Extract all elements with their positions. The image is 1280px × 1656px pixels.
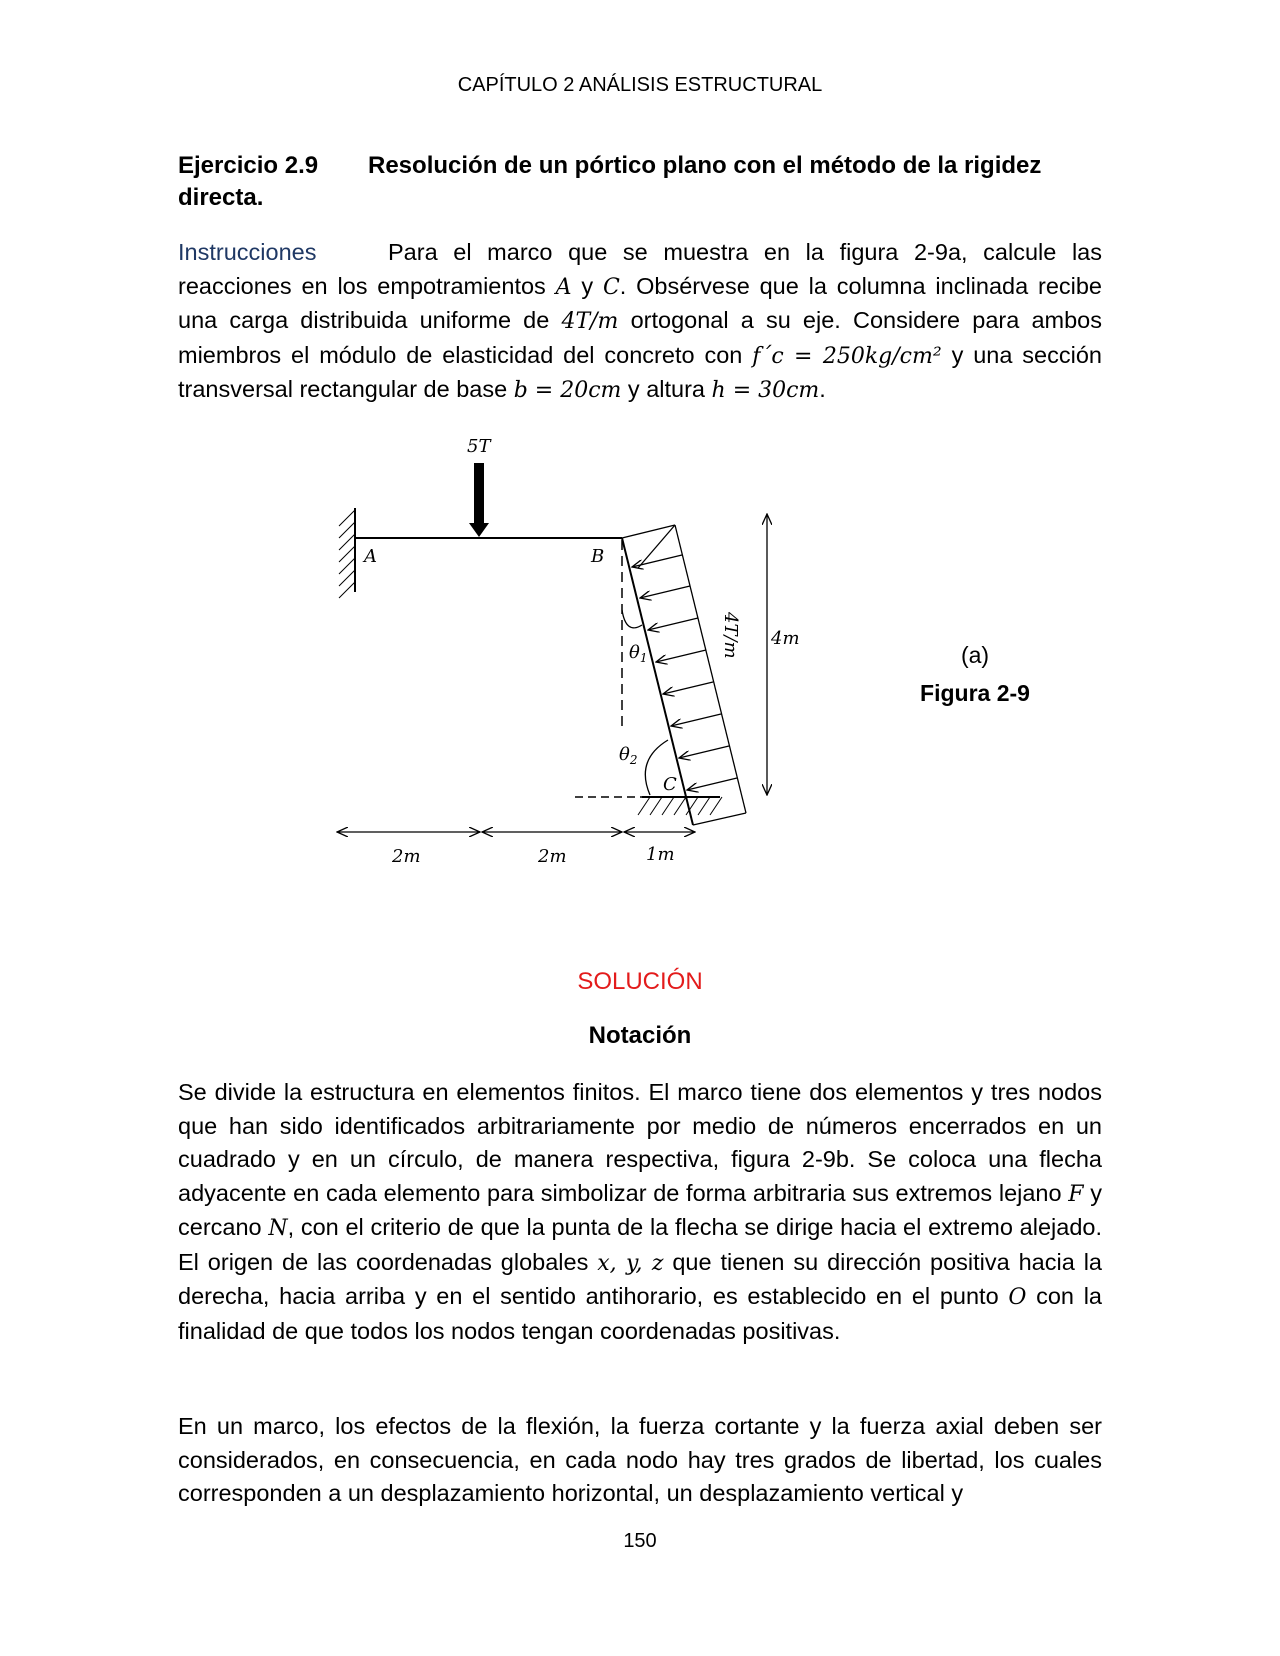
page-number: 150: [623, 1530, 657, 1552]
dimension-label-2: 2m: [538, 846, 567, 867]
dimension-label-3: 1m: [646, 844, 675, 865]
instructions-text: y: [571, 272, 603, 299]
notation-heading: Notación: [588, 1022, 692, 1049]
instructions-text: y una sección transversal rectangular de base: [178, 341, 1102, 402]
instructions-text: Para el marco que se muestra en la figura 2-9a, calcule las reacciones en los empotramientos: [178, 239, 1102, 299]
figure-caption: [880, 636, 1070, 712]
running-header: CAPÍTULO 2 ANÁLISIS ESTRUCTURAL: [457, 74, 823, 96]
math-load: 4T/m: [561, 309, 619, 334]
paragraph-text: , con el criterio de que la punta de la flecha se dirige hacia el extremo alejado. El origen de las coordenadas globales: [178, 1214, 1102, 1275]
fixed-support-a: [339, 508, 355, 598]
fixed-support-c: [638, 797, 722, 815]
instructions-text: .: [819, 376, 826, 402]
height-label: 4m: [771, 628, 800, 649]
math-a: A: [555, 274, 572, 300]
distributed-load-label: 4T/m: [720, 612, 741, 659]
distributed-load: [622, 525, 746, 825]
math-xyz: x, y, z: [597, 1250, 664, 1276]
node-c-label: C: [663, 774, 677, 795]
theta1-arc: [622, 610, 642, 628]
math-f: F: [1068, 1181, 1084, 1207]
math-n: N: [268, 1216, 288, 1241]
instructions-paragraph: [178, 236, 1102, 408]
load-label: 5T: [467, 436, 491, 457]
exercise-heading: Resolución de un pórtico plano con el método de la rigidez directa.: [178, 152, 1042, 211]
column-bc: [622, 538, 693, 825]
instructions-text: . Obsérvese que la columna inclinada recibe una carga distribuida uniforme de: [178, 272, 1102, 333]
math-b: b = 20cm: [513, 378, 622, 403]
subfigure-label: (a): [960, 642, 990, 668]
math-o: O: [1008, 1285, 1027, 1310]
theta1-label: $\theta_1$: [629, 642, 648, 665]
paragraph-notation: [178, 1076, 1102, 1348]
paragraph-dof: En un marco, los efectos de la flexión, la fuerza cortante y la fuerza axial deben ser considerados, en consecuencia, en cada nodo hay tres grados de libertad, los cuales corresponden a un desplazamiento horizontal, un desplazamiento vertical y: [178, 1413, 1102, 1506]
instructions-text: y altura: [621, 376, 712, 402]
paragraph-text: y cercano: [178, 1179, 1102, 1240]
node-b-label: B: [591, 546, 605, 567]
solution-heading: SOLUCIÓN: [577, 968, 703, 995]
instructions-text: ortogonal a su eje. Considere para ambos miembros el módulo de elasticidad del concreto con: [178, 307, 1102, 368]
node-a-label: A: [364, 546, 377, 567]
figure-title: Figura 2-9: [920, 680, 1030, 706]
theta2-label: $\theta_2$: [619, 744, 638, 767]
frame-figure: [320, 430, 860, 920]
paragraph-text: que tienen su dirección positiva hacia la derecha, hacia arriba y en el sentido antihorario, es establecido en el punto: [178, 1248, 1102, 1309]
paragraph-text: Se divide la estructura en elementos finitos. El marco tiene dos elementos y tres nodos que han sido identificados arbitrariamente por medio de números encerrados en un cuadrado y en un círculo, de manera respectiva, figura 2-9b. Se coloca una flecha adyacente en cada elemento para simbolizar de forma arbitraria sus extremos lejano: [178, 1079, 1102, 1206]
paragraph-text: con la finalidad de que todos los nodos tengan coordenadas positivas.: [178, 1283, 1102, 1344]
math-fc: f´c = 250kg/cm²: [752, 343, 942, 369]
instructions-label: Instrucciones: [178, 239, 317, 265]
dimension-label-1: 2m: [392, 846, 421, 867]
math-c: C: [602, 274, 620, 300]
point-load-arrow: [469, 463, 489, 537]
exercise-number: Ejercicio 2.9: [178, 152, 319, 179]
math-h: h = 30cm: [711, 378, 820, 403]
exercise-title: [178, 150, 1102, 214]
